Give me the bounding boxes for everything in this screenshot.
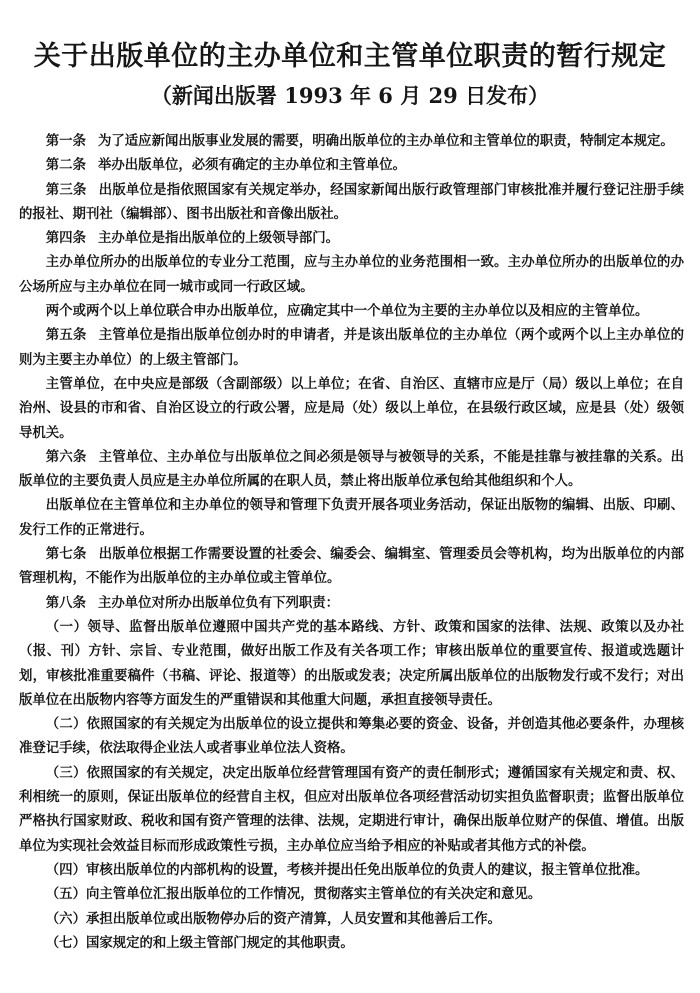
- article-text: 举办出版单位，必须有确定的主办单位和主管单位。: [98, 157, 406, 174]
- article-paragraph: [19, 250, 684, 299]
- article-paragraph: [19, 372, 684, 445]
- article-paragraph: [19, 323, 684, 372]
- article-paragraph: [19, 591, 684, 615]
- article-number: 第一条: [45, 133, 86, 149]
- article-text: 主办单位对所办出版单位负有下列职责：: [98, 594, 340, 611]
- article-number: 第五条: [45, 327, 87, 344]
- article-text: 主管单位、主办单位与出版单位之间必须是领导与被领导的关系，不能是挂靠与被挂靠的关系。出版单位的主要负责人员应是主办单位所属的在职人员，禁止将出版单位承包给其他组织和个人。: [19, 448, 685, 490]
- article-paragraph: [19, 882, 684, 906]
- article-text: 出版单位是指依照国家有关规定举办，经国家新闻出版行政管理部门审核批准并履行登记注册手续的报社、期刊社（编辑部）、图书出版社和音像出版社。: [19, 181, 685, 222]
- article-number: 第三条: [45, 181, 87, 198]
- article-paragraph: [19, 178, 684, 227]
- article-paragraph: [19, 299, 684, 323]
- article-paragraph: [19, 226, 684, 250]
- article-text: （七）国家规定的和上级主管部门规定的其他职责。: [45, 934, 354, 951]
- article-paragraph: [19, 907, 684, 931]
- article-text: 主管单位是指出版单位创办时的申请者，并是该出版单位的主办单位（两个或两个以上主办单位的则为主要主办单位）的上级主管部门。: [19, 327, 685, 368]
- article-text: （六）承担出版单位或出版物停办后的资产清算，人员安置和其他善后工作。: [45, 910, 502, 927]
- article-text: （三）依照国家的有关规定，决定出版单位经营管理国有资产的责任制形式；遵循国家有关规定和责、权、利相统一的原则，保证出版单位的经营自主权，但应对出版单位各项经营活动切实担负监督职责；监督出版单位严格执行国家财政、税收和国有资产管理的法律、法规，定期进行审计，确保出版单位财产的保值、增值。出版单位为实现社会效益目标而形成政策性亏损，主办单位应当给予相应的补贴或者其他方式的补偿。: [19, 764, 684, 854]
- document-title: 关于出版单位的主办单位和主管单位职责的暂行规定: [33, 41, 667, 72]
- article-text: （一）领导、监督出版单位遵照中国共产党的基本路线、方针、政策和国家的法律、法规、政策以及办社（报、刊）方针、宗旨、专业范围，做好出版工作及有关各项工作；审核出版单位的重要宣传、报道或选题计划，审核批准重要稿件（书稿、评论、报道等）的出版或发表；决定所属出版单位的出版物发行或不发行；对出版单位在出版物内容等方面发生的严重错误和其他重大问题，承担直接领导责任。: [19, 618, 684, 708]
- article-text: 主办单位所办的出版单位的专业分工范围，应与主办单位的业务范围相一致。主办单位所办的出版单位的办公场所应与主办单位在同一城市或同一行政区域。: [19, 254, 684, 295]
- article-paragraph: [19, 712, 684, 761]
- document-subtitle: （新闻出版署 1993 年 6 月 29 日发布）: [150, 83, 550, 108]
- article-text: 两个或两个以上单位联合申办出版单位，应确定其中一个单位为主要的主办单位以及相应的主管单位。: [45, 303, 649, 320]
- article-number: 第二条: [45, 157, 86, 174]
- article-number: 第七条: [45, 546, 87, 563]
- article-number: 第八条: [45, 594, 86, 611]
- article-number: 第四条: [45, 230, 86, 247]
- article-paragraph: [19, 761, 684, 858]
- article-text: （五）向主管单位汇报出版单位的工作情况，贯彻落实主管单位的有关决定和意见。: [45, 886, 542, 903]
- article-text: 为了适应新闻出版事业发展的需要，明确出版单位的主办单位和主管单位的职责，特制定本规定。: [98, 133, 674, 149]
- article-text: （二）依照国家的有关规定为出版单位的设立提供和筹集必要的资金、设备，并创造其他必要条件，办理核准登记手续，依法取得企业法人或者事业单位法人资格。: [19, 716, 684, 757]
- article-paragraph: [19, 493, 684, 542]
- article-paragraph: [19, 445, 684, 494]
- article-text: （四）审核出版单位的内部机构的设置，考核并提出任免出版单位的负责人的建议，报主管单位批准。: [45, 861, 649, 878]
- article-text: 出版单位根据工作需要设置的社委会、编委会、编辑室、管理委员会等机构，均为出版单位的内部管理机构，不能作为出版单位的主办单位或主管单位。: [19, 546, 685, 587]
- article-paragraph: [19, 129, 684, 153]
- article-text: 出版单位在主管单位和主办单位的领导和管理下负责开展各项业务活动，保证出版物的编辑、出版、印刷、发行工作的正常进行。: [19, 497, 684, 538]
- article-number: 第六条: [45, 448, 87, 465]
- article-paragraph: [19, 153, 684, 177]
- article-paragraph: [19, 931, 684, 955]
- article-paragraph: [19, 615, 684, 712]
- article-text: 主办单位是指出版单位的上级领导部门。: [98, 230, 340, 247]
- article-text: 主管单位，在中央应是部级（含副部级）以上单位；在省、自治区、直辖市应是厅（局）级以上单位；在自治州、设县的市和省、自治区设立的行政公署，应是局（处）级以上单位，在县级行政区域，应是县（处）级领导机关。: [19, 375, 684, 441]
- document-body: [19, 129, 684, 955]
- article-paragraph: [19, 858, 684, 882]
- article-paragraph: [19, 542, 684, 591]
